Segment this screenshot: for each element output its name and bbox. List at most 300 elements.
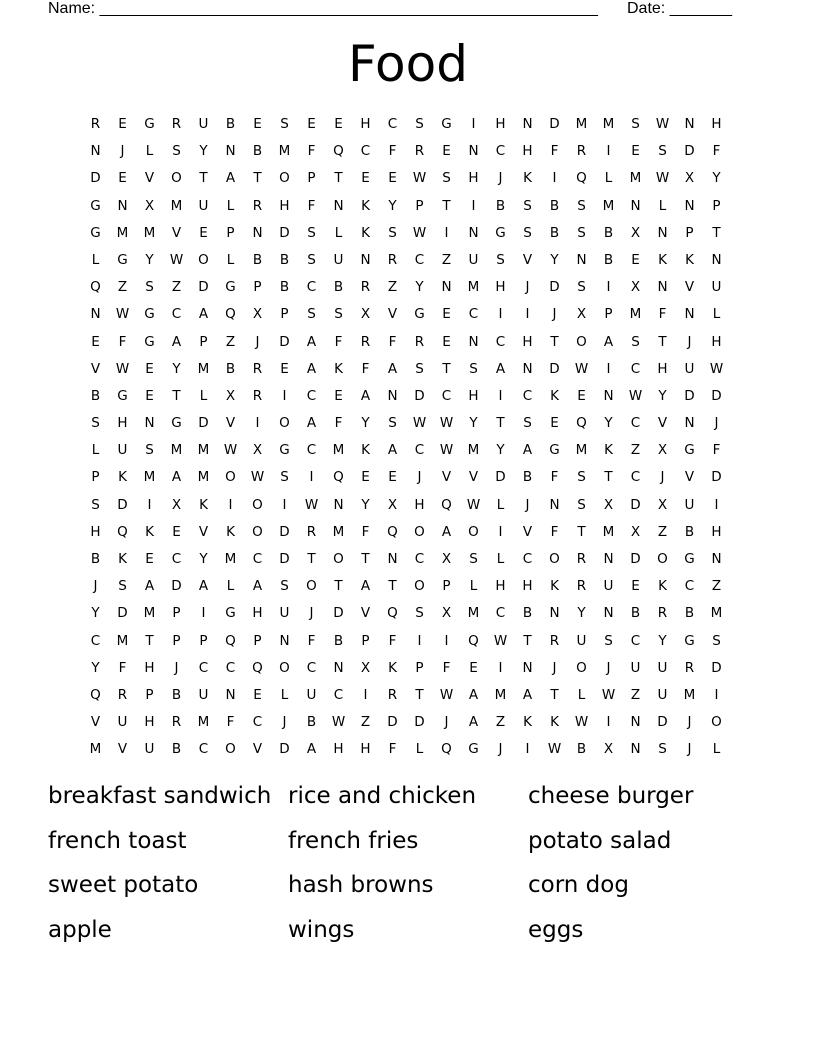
grid-cell: L	[496, 551, 505, 567]
grid-cell: Z	[117, 279, 128, 296]
grid-cell: E	[145, 387, 154, 404]
grid-cell: G	[684, 551, 695, 567]
grid-cell: B	[495, 197, 506, 214]
grid-cell: G	[90, 197, 101, 214]
grid-cell: Y	[388, 197, 397, 214]
grid-cell: S	[415, 116, 424, 132]
grid-cell: O	[414, 578, 425, 595]
grid-cell: N	[657, 224, 668, 241]
grid-cell: T	[604, 469, 613, 486]
grid-cell: M	[467, 442, 480, 459]
grid-cell: V	[144, 170, 155, 187]
grid-cell: B	[522, 605, 533, 622]
grid-cell: T	[388, 578, 397, 595]
grid-cell: S	[118, 578, 127, 595]
grid-cell: V	[684, 279, 695, 296]
grid-cell: A	[522, 686, 533, 703]
grid-cell: C	[198, 741, 209, 758]
grid-cell: V	[387, 306, 398, 323]
grid-cell: J	[255, 333, 260, 350]
grid-cell: M	[197, 469, 210, 486]
grid-cell: K	[361, 197, 370, 214]
grid-cell: U	[117, 442, 128, 459]
grid-cell: D	[711, 387, 722, 404]
grid-cell: D	[117, 605, 128, 622]
grid-cell: X	[603, 496, 614, 513]
grid-cell: S	[280, 469, 289, 486]
grid-cell: S	[523, 224, 532, 241]
grid-cell: W	[412, 415, 427, 432]
grid-cell: D	[279, 523, 290, 540]
grid-cell: X	[630, 523, 641, 540]
grid-cell: D	[414, 387, 425, 404]
grid-cell: L	[199, 387, 208, 404]
grid-cell: F	[442, 659, 451, 676]
grid-cell: G	[684, 632, 695, 649]
grid-cell: S	[523, 197, 532, 214]
grid-cell: G	[468, 741, 479, 758]
grid-cell: D	[387, 714, 398, 731]
grid-cell: M	[602, 523, 615, 540]
grid-cell: B	[684, 605, 695, 622]
grid-cell: X	[657, 496, 668, 513]
grid-cell: F	[658, 306, 667, 323]
grid-cell: E	[145, 360, 154, 377]
grid-cell: D	[279, 333, 290, 350]
grid-cell: A	[522, 442, 533, 459]
grid-cell: K	[523, 714, 532, 731]
grid-cell: M	[575, 442, 588, 459]
grid-cell: F	[550, 143, 559, 160]
grid-cell: Y	[415, 279, 424, 296]
grid-cell: H	[144, 714, 155, 731]
grid-cell: K	[199, 496, 208, 513]
grid-cell: Y	[361, 496, 370, 513]
grid-cell: O	[576, 659, 587, 676]
grid-cell: K	[685, 251, 694, 268]
grid-cell: B	[252, 143, 263, 160]
grid-cell: N	[387, 551, 398, 567]
grid-cell: U	[684, 496, 695, 513]
grid-cell: X	[441, 551, 452, 567]
grid-cell: S	[415, 360, 424, 377]
grid-cell: I	[606, 143, 611, 160]
word-bank-item: sweet potato	[48, 872, 199, 898]
grid-cell: C	[306, 659, 317, 676]
grid-cell: I	[417, 632, 422, 649]
grid-cell: P	[361, 632, 370, 649]
grid-cell: F	[307, 632, 316, 649]
grid-cell: P	[253, 279, 262, 296]
grid-cell: F	[118, 659, 127, 676]
grid-cell: Q	[225, 306, 236, 323]
word-bank-item: apple	[48, 916, 112, 943]
grid-cell: J	[606, 659, 611, 676]
grid-cell: F	[361, 523, 370, 540]
grid-cell: S	[307, 224, 316, 241]
grid-cell: U	[468, 251, 479, 268]
grid-cell: S	[307, 251, 316, 268]
grid-cell: A	[441, 523, 452, 540]
grid-cell: A	[468, 714, 479, 731]
grid-cell: X	[441, 605, 452, 622]
grid-cell: E	[631, 578, 640, 595]
grid-cell: X	[630, 279, 641, 296]
grid-cell: J	[120, 143, 125, 160]
grid-cell: H	[333, 741, 344, 758]
grid-cell: I	[282, 496, 287, 513]
grid-cell: X	[576, 306, 587, 323]
grid-cell: G	[279, 442, 290, 459]
grid-cell: C	[630, 469, 641, 486]
grid-cell: V	[90, 360, 101, 377]
grid-cell: Y	[361, 415, 370, 432]
grid-cell: E	[334, 116, 343, 132]
grid-cell: N	[522, 659, 533, 676]
grid-cell: S	[145, 279, 154, 296]
grid-cell: S	[415, 605, 424, 622]
grid-cell: F	[550, 523, 559, 540]
grid-cell: C	[225, 659, 236, 676]
grid-cell: M	[683, 686, 696, 703]
grid-cell: A	[387, 360, 398, 377]
grid-cell: Q	[252, 659, 263, 676]
grid-cell: H	[144, 659, 155, 676]
grid-cell: I	[471, 197, 476, 214]
grid-cell: N	[225, 686, 236, 703]
grid-cell: C	[306, 387, 317, 404]
grid-cell: L	[91, 251, 100, 268]
grid-cell: M	[602, 116, 615, 132]
grid-cell: S	[496, 251, 505, 268]
grid-cell: U	[144, 741, 155, 758]
grid-cell: F	[307, 143, 316, 160]
grid-cell: M	[170, 197, 183, 214]
grid-cell: N	[657, 279, 668, 296]
grid-cell: L	[334, 224, 343, 241]
grid-cell: P	[712, 197, 721, 214]
grid-cell: S	[577, 496, 586, 513]
grid-cell: G	[414, 306, 425, 323]
grid-cell: I	[228, 496, 233, 513]
grid-cell: W	[601, 686, 616, 703]
grid-cell: S	[469, 551, 478, 567]
grid-cell: S	[631, 116, 640, 132]
grid-cell: C	[333, 686, 344, 703]
grid-cell: R	[576, 578, 587, 595]
grid-cell: C	[171, 551, 182, 567]
grid-cell: I	[714, 496, 719, 513]
grid-cell: L	[577, 686, 586, 703]
grid-cell: K	[388, 659, 397, 676]
grid-cell: H	[711, 523, 722, 540]
grid-cell: P	[685, 224, 694, 241]
grid-cell: K	[550, 387, 559, 404]
grid-cell: D	[171, 578, 182, 595]
grid-cell: T	[415, 686, 424, 703]
grid-cell: N	[441, 279, 452, 296]
grid-cell: I	[525, 306, 530, 323]
grid-cell: S	[577, 197, 586, 214]
grid-cell: G	[144, 116, 155, 132]
grid-cell: T	[658, 333, 667, 350]
grid-cell: P	[145, 686, 154, 703]
grid-cell: M	[116, 224, 129, 241]
grid-cell: H	[711, 333, 722, 350]
grid-cell: Y	[496, 442, 505, 459]
grid-cell: P	[415, 197, 424, 214]
grid-cell: Q	[90, 686, 101, 703]
grid-cell: M	[116, 632, 129, 649]
word-bank-item: breakfast sandwich	[48, 783, 272, 809]
grid-cell: J	[552, 306, 557, 323]
grid-cell: B	[279, 251, 290, 268]
grid-cell: I	[147, 496, 152, 513]
grid-cell: H	[279, 197, 290, 214]
grid-cell: J	[714, 415, 719, 432]
grid-cell: U	[306, 686, 317, 703]
grid-cell: W	[466, 496, 481, 513]
grid-cell: E	[118, 116, 127, 132]
grid-cell: A	[198, 306, 209, 323]
grid-cell: F	[712, 143, 721, 160]
grid-cell: N	[144, 415, 155, 432]
grid-cell: C	[441, 387, 452, 404]
grid-cell: R	[252, 360, 263, 377]
grid-cell: G	[144, 306, 155, 323]
grid-cell: I	[606, 279, 611, 296]
grid-cell: A	[225, 170, 236, 187]
grid-cell: L	[604, 170, 613, 187]
grid-cell: M	[170, 442, 183, 459]
grid-cell: V	[117, 741, 128, 758]
grid-cell: D	[117, 496, 128, 513]
grid-cell: N	[117, 197, 128, 214]
grid-cell: O	[198, 251, 209, 268]
name-field: Name: ________________________________________________________	[48, 0, 598, 17]
grid-cell: D	[495, 469, 506, 486]
grid-cell: Z	[630, 686, 641, 703]
grid-cell: H	[414, 496, 425, 513]
grid-cell: X	[252, 306, 263, 323]
grid-cell: J	[93, 578, 98, 595]
grid-cell: X	[252, 442, 263, 459]
grid-cell: N	[603, 387, 614, 404]
grid-cell: V	[90, 714, 101, 731]
grid-cell: V	[684, 469, 695, 486]
grid-cell: B	[549, 197, 560, 214]
grid-cell: A	[171, 333, 182, 350]
grid-cell: O	[657, 551, 668, 567]
grid-cell: T	[496, 415, 505, 432]
grid-cell: R	[171, 116, 182, 132]
grid-cell: U	[657, 659, 668, 676]
grid-cell: Y	[469, 415, 478, 432]
grid-cell: V	[225, 415, 236, 432]
grid-cell: E	[361, 170, 370, 187]
grid-cell: I	[606, 714, 611, 731]
grid-cell: J	[525, 279, 530, 296]
grid-cell: B	[90, 387, 101, 404]
grid-cell: C	[360, 143, 371, 160]
grid-cell: G	[225, 605, 236, 622]
grid-cell: J	[444, 714, 449, 731]
grid-cell: I	[471, 116, 476, 132]
grid-cell: I	[498, 523, 503, 540]
grid-cell: R	[360, 333, 371, 350]
grid-cell: N	[522, 116, 533, 132]
grid-cell: X	[360, 659, 371, 676]
grid-cell: A	[387, 442, 398, 459]
grid-cell: S	[631, 333, 640, 350]
grid-cell: A	[306, 741, 317, 758]
grid-cell: D	[198, 279, 209, 296]
grid-cell: R	[387, 251, 398, 268]
grid-cell: H	[657, 360, 668, 377]
grid-cell: I	[714, 686, 719, 703]
grid-cell: R	[360, 279, 371, 296]
grid-cell: N	[468, 333, 479, 350]
grid-cell: M	[197, 360, 210, 377]
grid-cell: H	[360, 741, 371, 758]
grid-cell: N	[576, 251, 587, 268]
grid-cell: Q	[468, 632, 479, 649]
grid-cell: B	[333, 279, 344, 296]
grid-cell: N	[90, 143, 101, 160]
grid-cell: M	[278, 143, 291, 160]
grid-cell: J	[498, 741, 503, 758]
grid-cell: D	[630, 496, 641, 513]
date-field: Date: _______	[627, 0, 732, 17]
grid-cell: R	[90, 116, 101, 132]
grid-cell: M	[710, 605, 723, 622]
grid-cell: N	[522, 360, 533, 377]
grid-cell: W	[412, 224, 427, 241]
grid-cell: N	[684, 306, 695, 323]
grid-cell: J	[525, 496, 530, 513]
grid-cell: Y	[91, 605, 100, 622]
grid-cell: A	[252, 578, 263, 595]
grid-cell: I	[498, 306, 503, 323]
grid-cell: P	[172, 632, 181, 649]
grid-cell: Z	[630, 442, 641, 459]
grid-cell: A	[198, 578, 209, 595]
grid-cell: A	[603, 333, 614, 350]
grid-cell: C	[630, 360, 641, 377]
grid-cell: B	[90, 551, 101, 567]
grid-cell: Q	[117, 523, 128, 540]
grid-cell: D	[630, 551, 641, 567]
grid-cell: K	[361, 442, 370, 459]
grid-cell: R	[684, 659, 695, 676]
grid-cell: N	[630, 714, 641, 731]
grid-cell: C	[495, 605, 506, 622]
grid-cell: B	[549, 224, 560, 241]
grid-cell: H	[495, 279, 506, 296]
grid-cell: S	[91, 415, 100, 432]
grid-cell: L	[658, 197, 667, 214]
header	[48, 0, 748, 20]
grid-cell: E	[442, 143, 451, 160]
grid-cell: S	[442, 170, 451, 187]
grid-cell: D	[279, 741, 290, 758]
grid-cell: R	[117, 686, 128, 703]
grid-cell: E	[199, 224, 208, 241]
grid-cell: E	[577, 387, 586, 404]
grid-cell: C	[495, 333, 506, 350]
grid-cell: X	[171, 496, 182, 513]
grid-cell: I	[525, 741, 530, 758]
grid-cell: S	[523, 415, 532, 432]
grid-cell: O	[252, 523, 263, 540]
grid-cell: T	[442, 197, 451, 214]
grid-cell: N	[468, 143, 479, 160]
grid-cell: N	[684, 415, 695, 432]
grid-cell: P	[91, 469, 100, 486]
grid-cell: M	[494, 686, 507, 703]
grid-cell: B	[171, 686, 182, 703]
grid-cell: T	[361, 551, 370, 567]
word-bank	[48, 778, 788, 956]
grid-cell: C	[90, 632, 101, 649]
grid-cell: Q	[225, 632, 236, 649]
grid-cell: S	[712, 632, 721, 649]
grid-cell: S	[577, 224, 586, 241]
grid-cell: B	[279, 279, 290, 296]
grid-cell: P	[307, 170, 316, 187]
grid-cell: E	[91, 333, 100, 350]
grid-cell: K	[658, 251, 667, 268]
grid-cell: L	[226, 197, 235, 214]
grid-cell: Y	[145, 251, 154, 268]
grid-cell: N	[333, 496, 344, 513]
grid-cell: R	[657, 605, 668, 622]
grid-cell: F	[712, 442, 721, 459]
grid-cell: E	[334, 387, 343, 404]
grid-cell: J	[309, 605, 314, 622]
grid-cell: W	[115, 306, 130, 323]
grid-cell: E	[631, 251, 640, 268]
grid-cell: C	[414, 551, 425, 567]
grid-cell: H	[495, 116, 506, 132]
grid-cell: T	[442, 360, 451, 377]
grid-cell: B	[171, 741, 182, 758]
grid-cell: N	[603, 605, 614, 622]
grid-cell: T	[334, 170, 343, 187]
grid-cell: W	[493, 632, 508, 649]
grid-cell: J	[660, 469, 665, 486]
grid-cell: F	[388, 333, 397, 350]
grid-cell: O	[333, 551, 344, 567]
grid-cell: A	[306, 415, 317, 432]
grid-cell: S	[145, 442, 154, 459]
grid-cell: W	[304, 496, 319, 513]
grid-cell: J	[282, 714, 287, 731]
grid-cell: C	[522, 387, 533, 404]
grid-cell: E	[631, 143, 640, 160]
grid-cell: C	[522, 551, 533, 567]
grid-cell: D	[333, 605, 344, 622]
grid-cell: O	[225, 469, 236, 486]
grid-cell: S	[388, 415, 397, 432]
grid-cell: I	[552, 170, 557, 187]
grid-cell: I	[282, 387, 287, 404]
grid-cell: K	[523, 170, 532, 187]
grid-cell: C	[387, 116, 398, 132]
grid-cell: U	[603, 578, 614, 595]
grid-cell: R	[576, 143, 587, 160]
grid-cell: Z	[495, 714, 506, 731]
